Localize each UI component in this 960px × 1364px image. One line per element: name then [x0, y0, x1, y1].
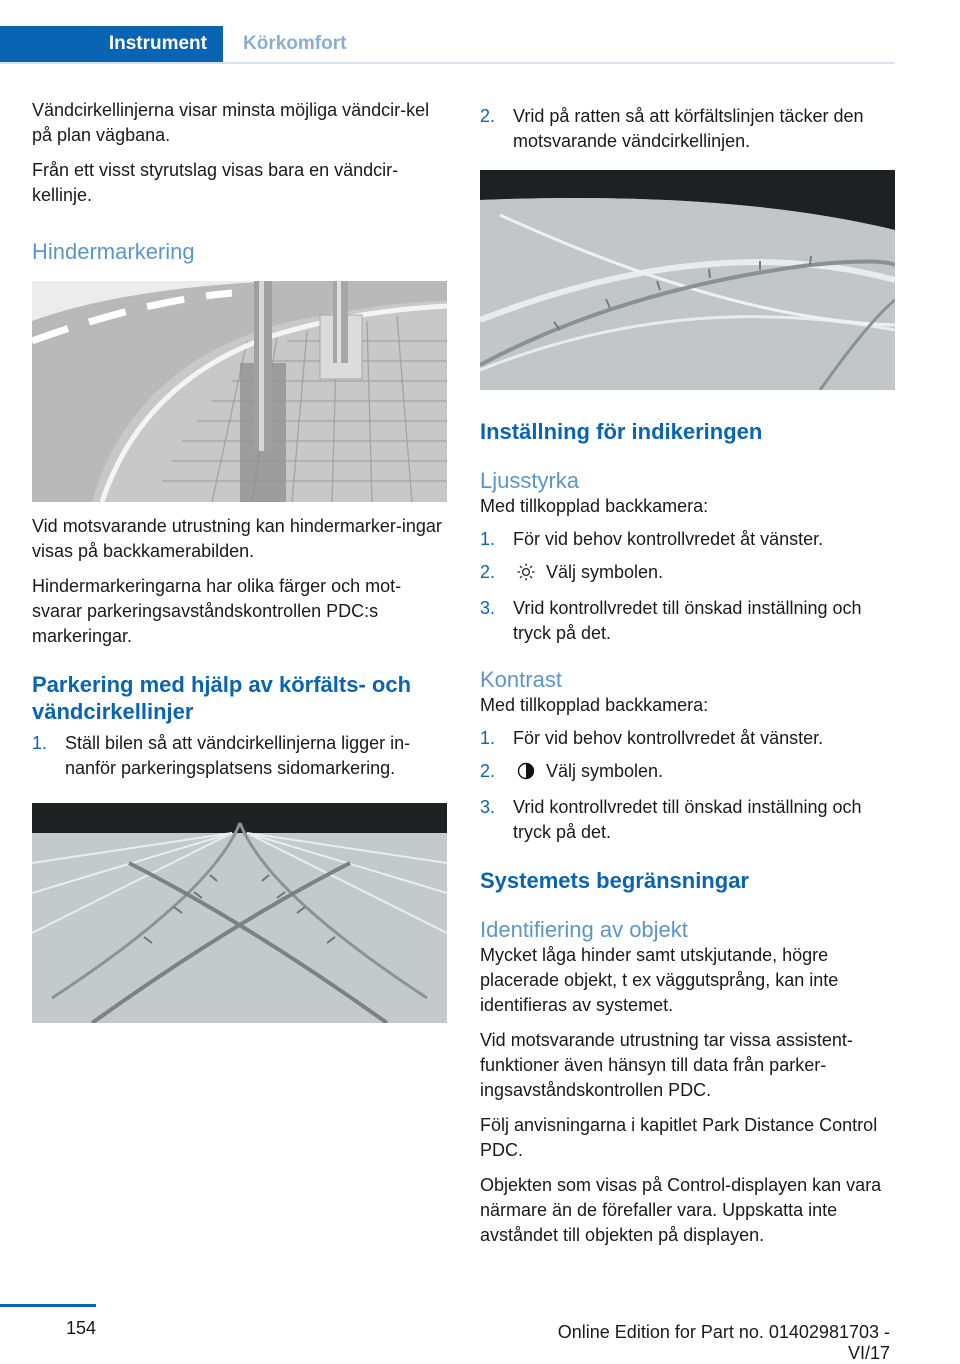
heading-hindermarkering: Hindermarkering [32, 239, 195, 264]
step-number: 2. [480, 562, 496, 582]
paragraph: Mycket låga hinder samt utskjutande, högre placerade objekt, t ex väggutsprång, kan inte identifieras av systemet. [480, 945, 839, 1015]
step-text: Ställ bilen så att vändcirkellinjerna ligger in-nanför parkeringsplatsens sidomarkering. [65, 733, 411, 778]
paragraph: Hindermarkeringarna har olika färger och mot-svarar parkeringsavståndskontrollen PDC:s markeringar. [32, 576, 402, 646]
heading-identifiering: Identifiering av objekt [480, 917, 688, 942]
list-item [480, 596, 898, 646]
heading-kontrast: Kontrast [480, 667, 562, 692]
paragraph: Vid motsvarande utrustning kan hindermarker-ingar visas på backkamerabilden. [32, 516, 442, 561]
step-text: Vrid kontrollvredet till önskad inställning och tryck på det. [513, 797, 862, 842]
step-number: 2. [480, 106, 496, 126]
list-item [480, 759, 898, 787]
paragraph: Med tillkopplad backkamera: [480, 496, 709, 516]
paragraph: Från ett visst styrutslag visas bara en vändcir-kellinje. [32, 160, 399, 205]
left-column [32, 98, 450, 1023]
list-item [480, 527, 898, 552]
paragraph: Följ anvisningarna i kapitlet Park Distance Control PDC. [480, 1115, 878, 1160]
parking-steps-continued [480, 104, 898, 154]
lane-line-image [480, 170, 895, 390]
list-item [480, 104, 898, 154]
paragraph: Objekten som visas på Control-displayen kan vara närmare än de förefaller vara. Uppskatta inte avståndet till objekten på displayen. [480, 1175, 882, 1245]
step-text: Vrid på ratten så att körfältslinjen täcker den motsvarande vändcirkellinjen. [513, 106, 864, 151]
list-item [32, 731, 450, 781]
parking-steps [32, 731, 450, 781]
step-number: 2. [480, 761, 496, 781]
chapter-tab-bar [0, 26, 895, 64]
step-number: 3. [480, 598, 496, 618]
brightness-steps [480, 527, 898, 646]
heading-parkering: Parkering med hjälp av körfälts- och vändcirkellinjer [32, 672, 412, 724]
brightness-icon [517, 563, 535, 588]
page-number: 154 [65, 1318, 96, 1338]
step-number: 3. [480, 797, 496, 817]
heading-ljusstyrka: Ljusstyrka [480, 468, 580, 493]
contrast-icon [517, 762, 535, 787]
step-number: 1. [480, 529, 496, 549]
list-item [480, 560, 898, 588]
step-number: 1. [480, 728, 496, 748]
step-text: Välj symbolen. [546, 562, 664, 582]
footer-rule [0, 1304, 96, 1307]
right-column [480, 104, 898, 1258]
paragraph: Med tillkopplad backkamera: [480, 695, 709, 715]
list-item [480, 726, 898, 751]
tab-korkomfort[interactable]: Körkomfort [243, 33, 347, 54]
heading-installning: Inställning för indikeringen [480, 419, 763, 444]
step-text: Vrid kontrollvredet till önskad inställning och tryck på det. [513, 598, 862, 643]
step-text: För vid behov kontrollvredet åt vänster. [513, 728, 824, 748]
tab-instrument[interactable]: Instrument [0, 26, 223, 62]
step-text: För vid behov kontrollvredet åt vänster. [513, 529, 824, 549]
list-item [480, 795, 898, 845]
obstacle-marking-image [32, 281, 447, 502]
paragraph: Vid motsvarande utrustning tar vissa assistent-funktioner även hänsyn till data från parker-ingsavståndskontrollen PDC. [480, 1030, 853, 1100]
step-text: Välj symbolen. [546, 761, 664, 781]
heading-begransningar: Systemets begränsningar [480, 868, 749, 893]
paragraph: Vändcirkellinjerna visar minsta möjliga vändcir-kel på plan vägbana. [32, 100, 430, 145]
turning-circle-lines-image [32, 803, 447, 1023]
contrast-steps [480, 726, 898, 845]
edition-note: Online Edition for Part no. 01402981703 - VI/17 [557, 1322, 890, 1363]
step-number: 1. [32, 733, 48, 753]
